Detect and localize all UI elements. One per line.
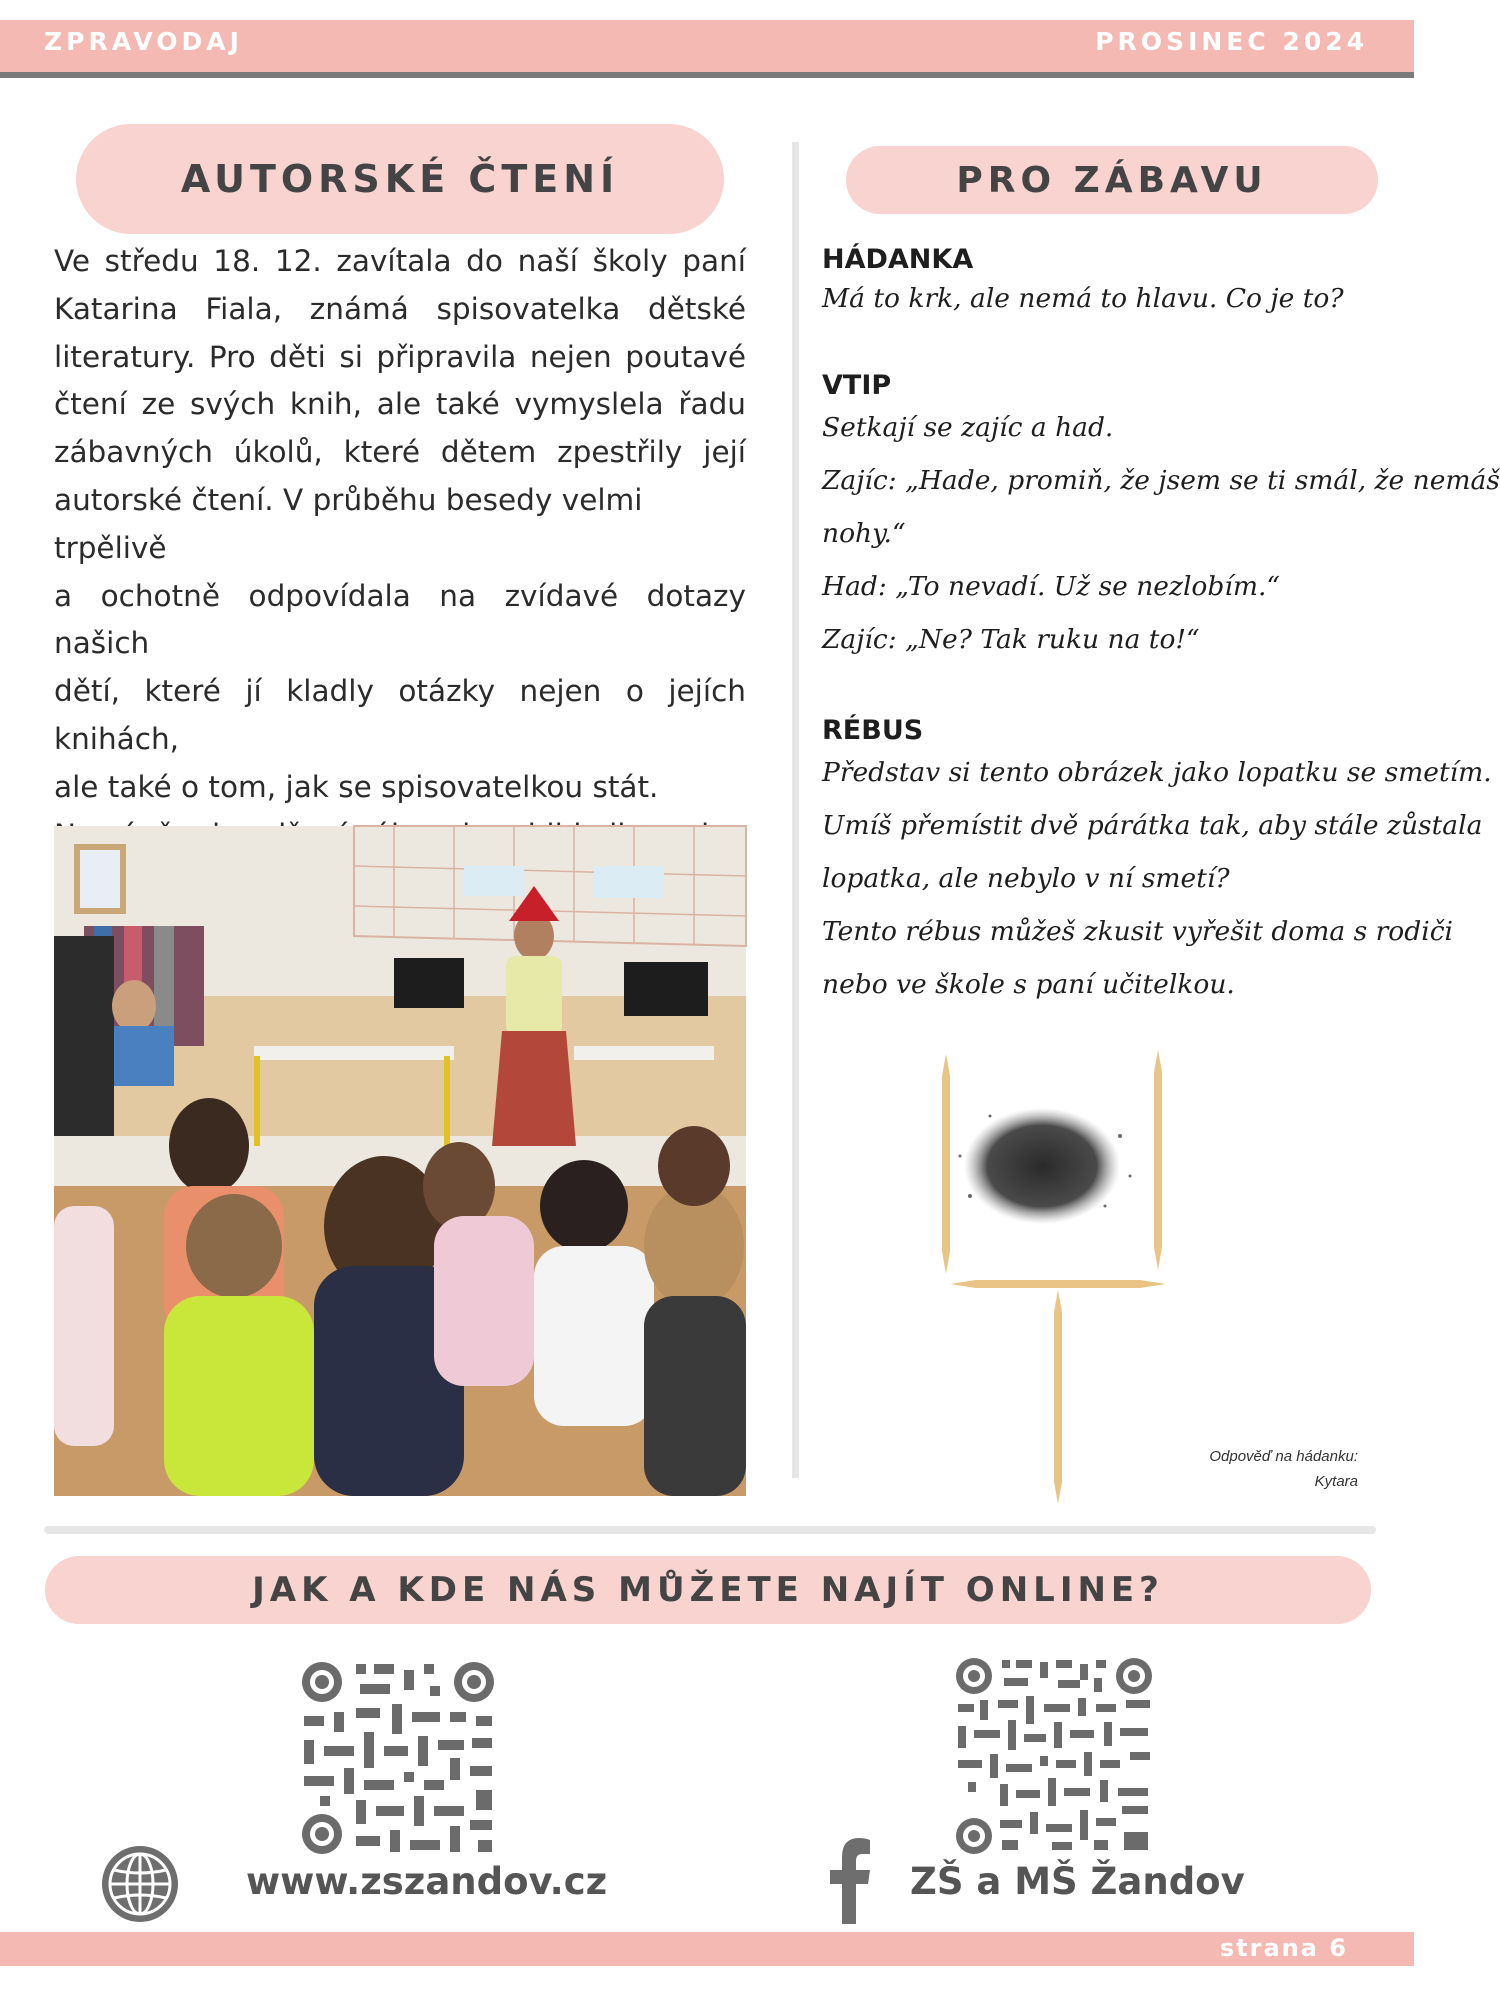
classroom-photo	[54, 826, 746, 1496]
dirt-pile	[964, 1108, 1120, 1224]
footer-bar	[0, 1932, 1414, 1966]
globe-icon	[100, 1844, 180, 1924]
toothpick-handle	[1054, 1290, 1062, 1504]
column-divider	[792, 142, 799, 1478]
facebook-icon	[830, 1838, 870, 1924]
toothpick-puzzle	[930, 1046, 1170, 1506]
article-line: Katarina Fiala, známá spisovatelka dětské	[54, 291, 746, 326]
joke-heading: VTIP	[822, 370, 892, 401]
toothpick-left	[942, 1054, 950, 1274]
website-qr-code[interactable]	[300, 1660, 496, 1856]
answer-label: Odpověď na hádanku:	[1209, 1448, 1358, 1465]
article-line: zábavných úkolů, které dětem zpestřily její	[54, 435, 746, 470]
joke-line: Setkají se zajíc a had.	[822, 412, 1114, 443]
riddle-heading: HÁDANKA	[822, 244, 974, 275]
rebus-line: nebo ve škole s paní učitelkou.	[822, 969, 1235, 1000]
rebus-line: Umíš přemístit dvě párátka tak, aby stále zůstala	[822, 810, 1483, 841]
article-line: Ve středu 18. 12. zavítala do naší školy paní	[54, 244, 746, 278]
riddle-answer	[1209, 1444, 1358, 1494]
riddle-text: Má to krk, ale nemá to hlavu. Co je to?	[822, 283, 1344, 314]
joke-line: nohy.“	[822, 518, 906, 549]
rebus-section	[822, 715, 1492, 1011]
joke-section	[822, 370, 1500, 666]
article-line: čtení ze svých knih, ale také vymyslela řadu	[54, 387, 746, 422]
rebus-line: lopatka, ale nebylo v ní smetí?	[822, 863, 1230, 894]
rebus-line: Tento rébus můžeš zkusit vyřešit doma s rodiči	[822, 916, 1454, 947]
issue-date: PROSINEC 2024	[1095, 27, 1368, 56]
joke-line: Had: „To nevadí. Už se nezlobím.“	[822, 571, 1280, 602]
article-title: AUTORSKÉ ČTENÍ	[76, 124, 724, 234]
online-title: JAK A KDE NÁS MŮŽETE NAJÍT ONLINE?	[45, 1556, 1371, 1624]
joke-line: Zajíc: „Ne? Tak ruku na to!“	[822, 624, 1200, 655]
article-line: autorské čtení. V průběhu besedy velmi trpělivě	[54, 482, 643, 565]
facebook-qr-code[interactable]	[954, 1656, 1154, 1856]
answer-value: Kytara	[1314, 1473, 1358, 1490]
article-line: dětí, které jí kladly otázky nejen o jejích knihách,	[54, 674, 746, 756]
riddle-section	[822, 244, 1392, 314]
header-rule	[0, 72, 1414, 78]
newsletter-name: ZPRAVODAJ	[44, 27, 243, 56]
rebus-line: Představ si tento obrázek jako lopatku se smetím.	[822, 757, 1492, 788]
fun-title: PRO ZÁBAVU	[846, 146, 1378, 214]
page-number: strana 6	[1219, 1934, 1348, 1962]
facebook-link[interactable]: ZŠ a MŠ Žandov	[910, 1860, 1245, 1903]
toothpick-base	[950, 1280, 1166, 1288]
section-divider	[44, 1526, 1376, 1534]
article-line: a ochotně odpovídala na zvídavé dotazy našich	[54, 578, 746, 661]
toothpick-right	[1154, 1050, 1162, 1270]
rebus-heading: RÉBUS	[822, 715, 924, 746]
joke-line: Zajíc: „Hade, promiň, že jsem se ti smál, že nemáš	[822, 465, 1500, 496]
website-link[interactable]: www.zszandov.cz	[246, 1860, 608, 1903]
article-line: ale také o tom, jak se spisovatelkou stát.	[54, 769, 659, 804]
article-line: literatury. Pro děti si připravila nejen poutavé	[54, 339, 746, 374]
